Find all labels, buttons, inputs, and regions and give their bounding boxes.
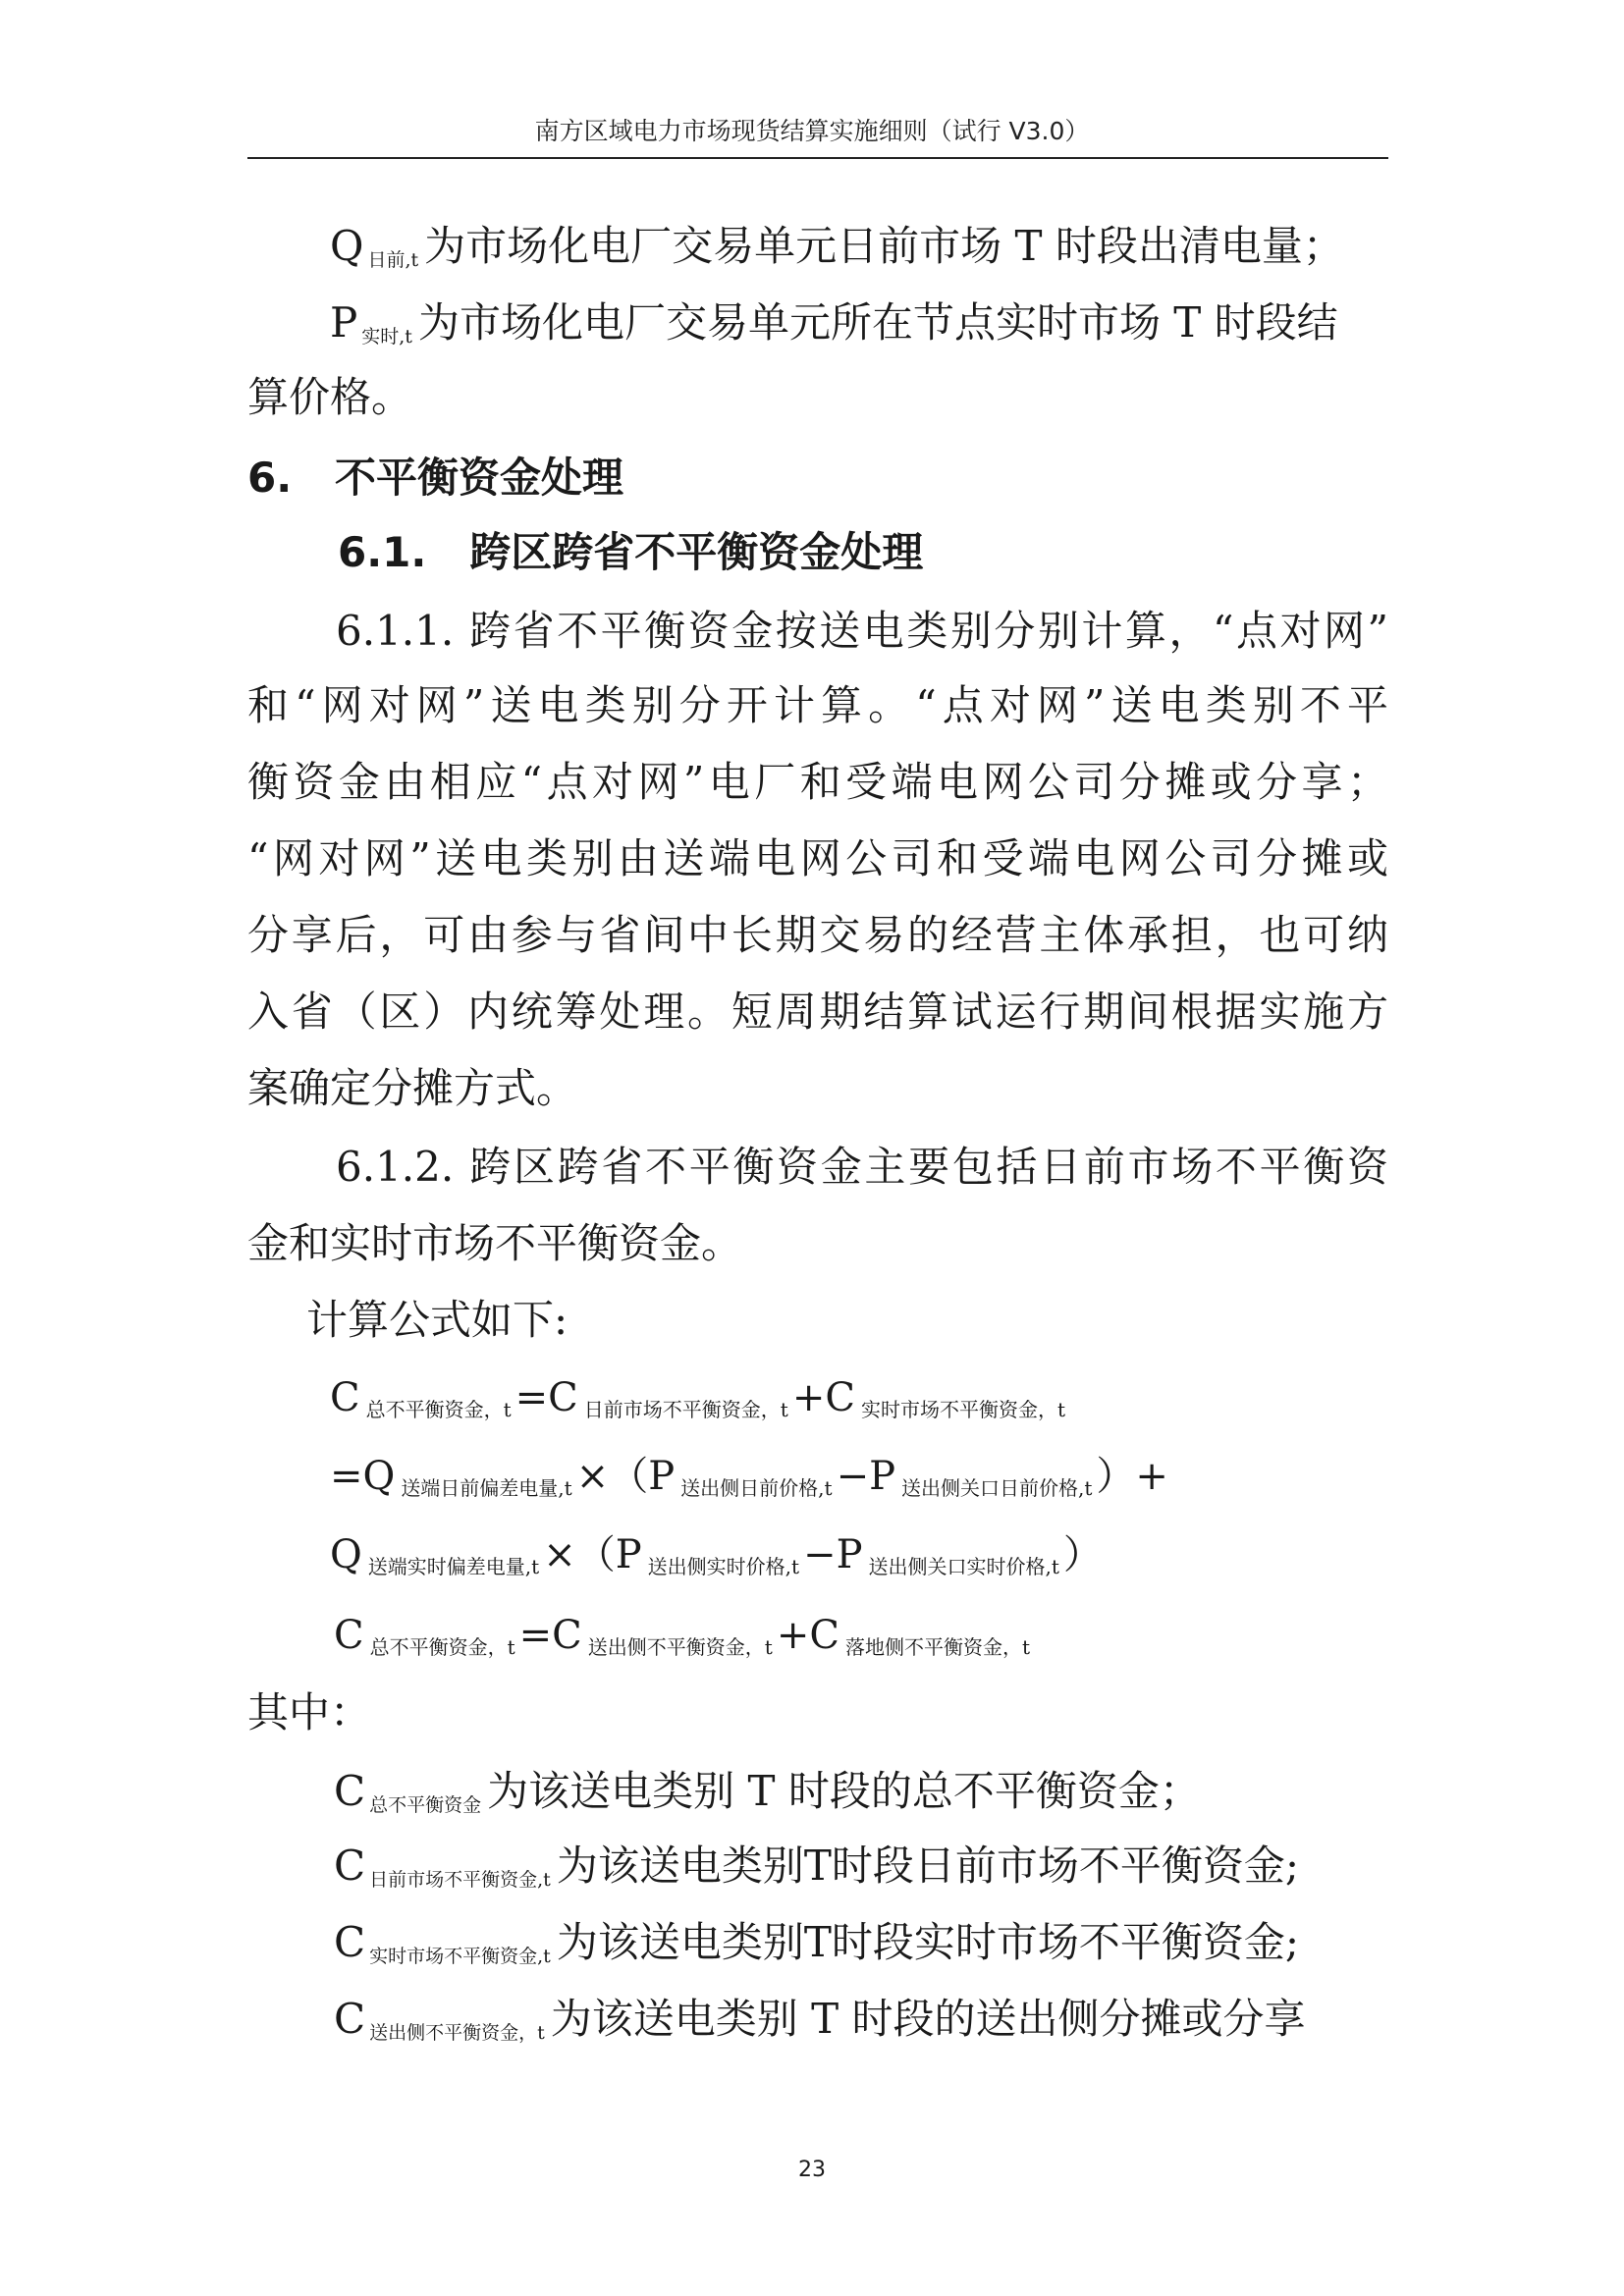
paragraph-6-1-1-line-6: 入省（区）内统筹处理。短周期结算试运行期间根据实施方 xyxy=(247,988,1388,1036)
q-subscript: 日前,t xyxy=(367,249,419,271)
q-variable: Q xyxy=(330,222,364,270)
formula-3 xyxy=(330,1532,1103,1578)
definition-total xyxy=(334,1767,1201,1816)
formula-1-sub-total: 总不平衡资金，t xyxy=(365,1398,512,1421)
definition-total-sub: 总不平衡资金 xyxy=(369,1794,482,1816)
definition-dayahead-var: C xyxy=(334,1842,366,1890)
formula-1-c-total: C xyxy=(330,1375,360,1420)
formula-4-sub-total: 总不平衡资金，t xyxy=(369,1635,515,1659)
formula-4-sub-receiving: 落地侧不平衡资金，t xyxy=(844,1635,1030,1659)
q-definition-text: 为市场化电厂交易单元日前市场 T 时段出清电量； xyxy=(424,222,1344,270)
formula-1-plus: +C xyxy=(791,1375,855,1420)
section-6-heading: 6. 不平衡资金处理 xyxy=(247,454,624,502)
formula-4 xyxy=(334,1613,1034,1659)
formula-3-q-sub: 送端实时偏差电量,t xyxy=(367,1555,540,1578)
definition-total-var: C xyxy=(334,1767,366,1815)
definition-realtime-sub: 实时市场不平衡资金,t xyxy=(369,1946,551,1967)
formula-3-q: Q xyxy=(330,1532,362,1577)
definition-sending-var: C xyxy=(334,1995,366,2043)
paragraph-6-1-1-line-3: 衡资金由相应“点对网”电厂和受端电网公司分摊或分享； xyxy=(247,758,1388,806)
definition-total-text: 为该送电类别 T 时段的总不平衡资金； xyxy=(487,1767,1201,1815)
paragraph-6-1-1-line-7: 案确定分摊方式。 xyxy=(247,1064,578,1112)
formula-2 xyxy=(330,1454,1168,1500)
p-definition-continuation: 算价格。 xyxy=(247,373,413,421)
formula-1-equals: =C xyxy=(514,1375,578,1420)
page-number: 23 xyxy=(798,2158,826,2182)
paragraph-6-1-1-line-2: 和“网对网”送电类别分开计算。“点对网”送电类别不平 xyxy=(247,681,1388,729)
formula-2-close: ）+ xyxy=(1096,1454,1168,1499)
header-rule xyxy=(247,157,1388,159)
paragraph-6-1-1-line-5: 分享后，可由参与省间中长期交易的经营主体承担，也可纳 xyxy=(247,911,1388,959)
paragraph-6-1-2-line-1: 6.1.2. 跨区跨省不平衡资金主要包括日前市场不平衡资 xyxy=(336,1143,1388,1191)
formula-2-p2-sub: 送出侧关口日前价格,t xyxy=(901,1476,1093,1500)
formula-2-p1-sub: 送出侧日前价格,t xyxy=(680,1476,833,1500)
formula-2-equals-q: =Q xyxy=(330,1454,396,1499)
formula-4-c-total: C xyxy=(334,1613,364,1658)
formula-4-plus: +C xyxy=(776,1613,839,1658)
formula-3-p2-sub: 送出侧关口实时价格,t xyxy=(868,1555,1059,1578)
formula-3-times: ×（P xyxy=(543,1532,642,1577)
formula-2-minus: −P xyxy=(836,1454,895,1499)
formula-1-sub-dayahead: 日前市场不平衡资金，t xyxy=(583,1398,788,1421)
page-header: 南方区域电力市场现货结算实施细则（试行 V3.0） xyxy=(534,117,1090,145)
formula-1-sub-realtime: 实时市场不平衡资金，t xyxy=(860,1398,1065,1421)
p-definition xyxy=(330,298,1338,347)
formula-4-sub-sending: 送出侧不平衡资金，t xyxy=(587,1635,773,1659)
formula-intro: 计算公式如下: xyxy=(306,1296,568,1344)
definition-sending-sub: 送出侧不平衡资金，t xyxy=(369,2022,545,2044)
where-label: 其中： xyxy=(247,1688,372,1736)
paragraph-6-1-2-line-2: 金和实时市场不平衡资金。 xyxy=(247,1219,743,1267)
p-subscript: 实时,t xyxy=(361,326,412,347)
paragraph-6-1-1-line-4: “网对网”送电类别由送端电网公司和受端电网公司分摊或 xyxy=(247,834,1388,882)
definition-dayahead-sub: 日前市场不平衡资金,t xyxy=(369,1869,551,1891)
formula-3-p1-sub: 送出侧实时价格,t xyxy=(647,1555,800,1578)
definition-sending xyxy=(334,1995,1306,2044)
formula-2-q-sub: 送端日前偏差电量,t xyxy=(401,1476,572,1500)
formula-3-close: ） xyxy=(1062,1532,1103,1577)
p-variable: P xyxy=(330,298,358,347)
definition-dayahead-text: 为该送电类别T时段日前市场不平衡资金; xyxy=(556,1842,1299,1890)
p-definition-text: 为市场化电厂交易单元所在节点实时市场 T 时段结 xyxy=(417,298,1338,347)
q-definition xyxy=(330,222,1344,271)
definition-realtime-var: C xyxy=(334,1918,366,1966)
definition-realtime-text: 为该送电类别T时段实时市场不平衡资金; xyxy=(556,1918,1299,1966)
section-6-1-heading: 6.1. 跨区跨省不平衡资金处理 xyxy=(338,528,924,576)
definition-realtime xyxy=(334,1918,1299,1967)
formula-4-equals: =C xyxy=(518,1613,582,1658)
definition-dayahead xyxy=(334,1842,1299,1891)
formula-3-minus: −P xyxy=(803,1532,863,1577)
definition-sending-text: 为该送电类别 T 时段的送出侧分摊或分享 xyxy=(550,1995,1306,2043)
formula-2-times: ×（P xyxy=(575,1454,676,1499)
paragraph-6-1-1-line-1: 6.1.1. 跨省不平衡资金按送电类别分别计算，“点对网” xyxy=(336,607,1388,655)
formula-1 xyxy=(330,1375,1069,1421)
